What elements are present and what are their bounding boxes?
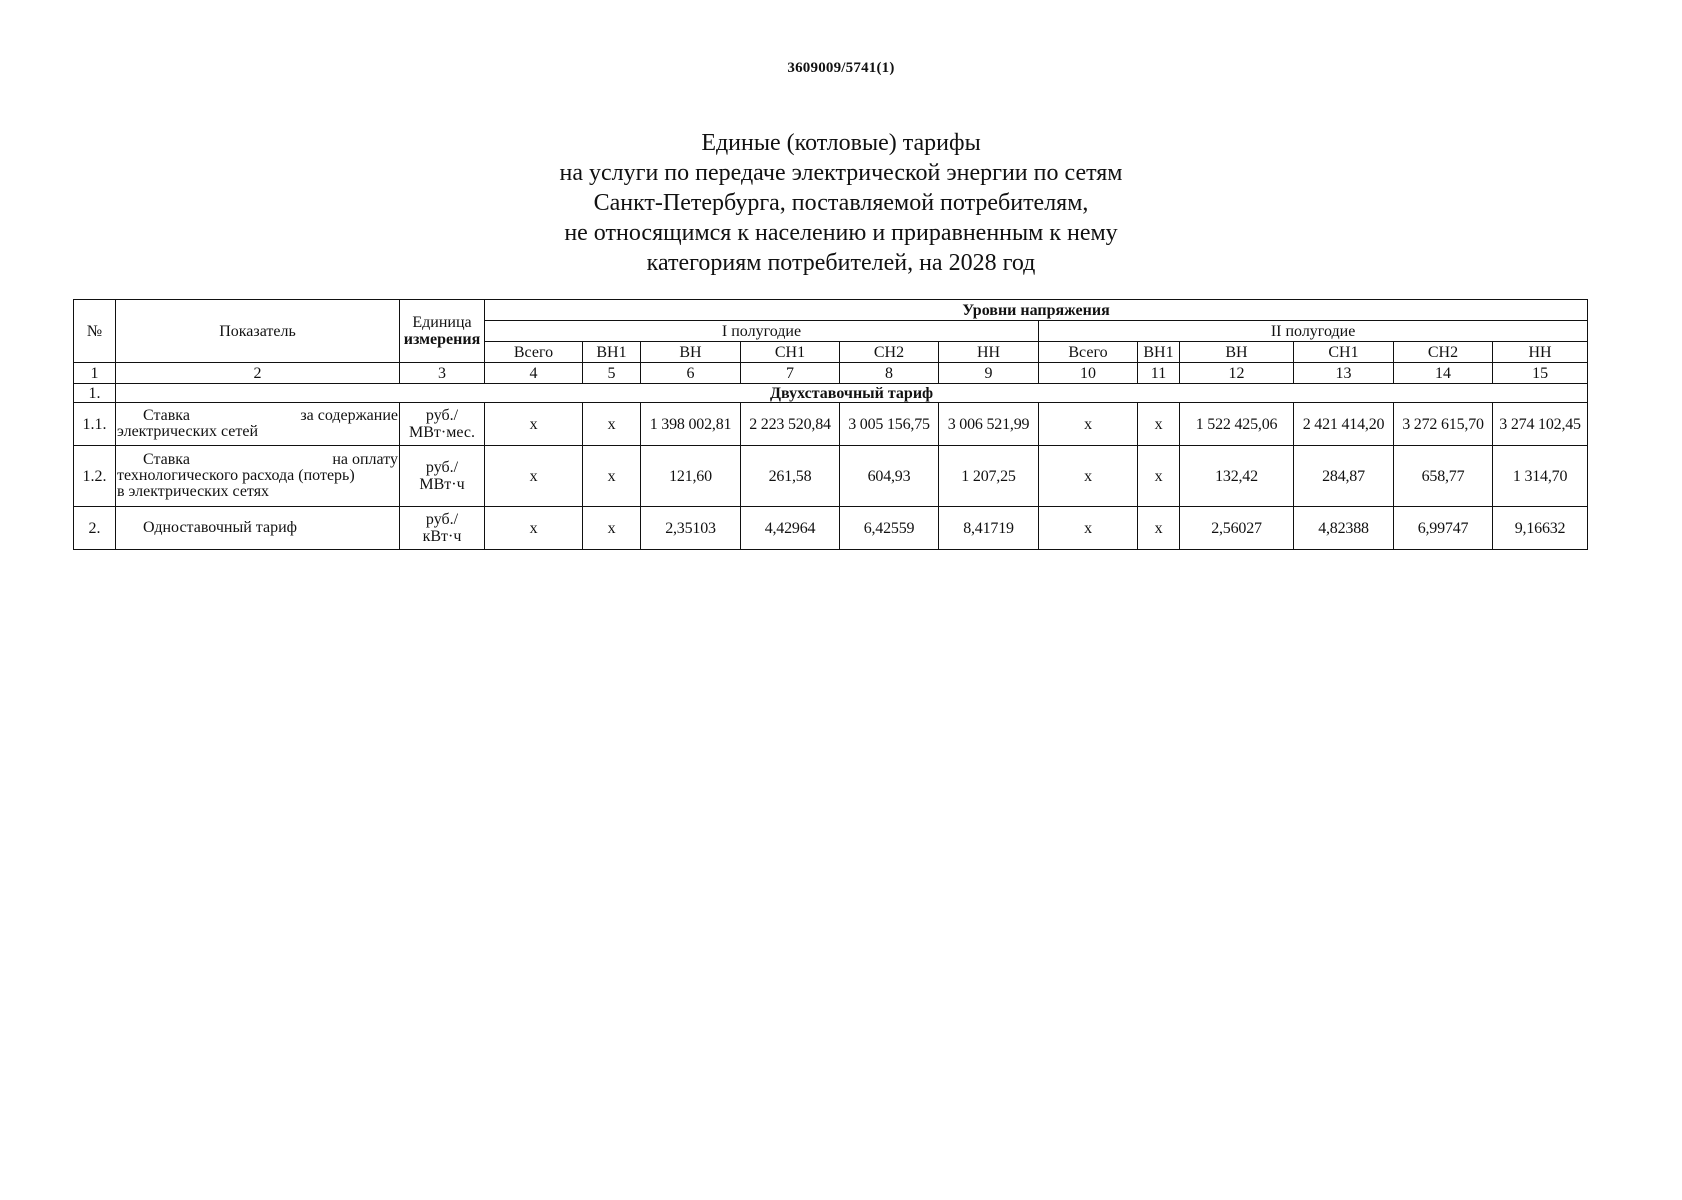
unit-line: руб./ xyxy=(425,511,459,528)
column-number: 10 xyxy=(1039,363,1138,384)
row-num: 1.1. xyxy=(74,403,116,446)
header-indicator: Показатель xyxy=(116,300,400,363)
header-subcolumn: СН2 xyxy=(1394,342,1493,363)
table-row xyxy=(74,507,1588,550)
header-subcolumn: ВН xyxy=(641,342,741,363)
header-subcolumn: Всего xyxy=(1039,342,1138,363)
value-cell: x xyxy=(1138,403,1180,446)
value-cell: 9,16632 xyxy=(1493,507,1588,550)
title-line: Единые (котловые) тарифы xyxy=(701,130,981,156)
indicator-line: в электрических сетях xyxy=(117,483,270,500)
tariff-table xyxy=(73,299,1588,550)
value-cell: 2 421 414,20 xyxy=(1294,403,1394,446)
header-subcolumn: СН1 xyxy=(1294,342,1394,363)
header-unit-line: измерения xyxy=(403,331,481,348)
header-subcolumn: Всего xyxy=(485,342,583,363)
header-half-1: I полугодие xyxy=(485,321,1039,342)
header-half-2: II полугодие xyxy=(1039,321,1588,342)
column-number-row xyxy=(74,363,1588,384)
value-cell: 1 314,70 xyxy=(1493,446,1588,507)
value-cell: x xyxy=(583,403,641,446)
value-cell: x xyxy=(485,446,583,507)
column-number: 11 xyxy=(1138,363,1180,384)
unit-line: руб./ xyxy=(425,407,459,424)
indicator-line xyxy=(117,452,398,468)
table-row xyxy=(74,446,1588,507)
header-unit xyxy=(400,300,485,363)
value-cell: 2,35103 xyxy=(641,507,741,550)
column-number: 7 xyxy=(741,363,840,384)
row-indicator xyxy=(116,403,400,446)
column-number: 5 xyxy=(583,363,641,384)
indicator-text: Ставка xyxy=(143,407,190,424)
value-cell: 2 223 520,84 xyxy=(741,403,840,446)
value-cell: 1 207,25 xyxy=(939,446,1039,507)
row-unit xyxy=(400,507,485,550)
column-number: 4 xyxy=(485,363,583,384)
title-line: не относящимся к населению и приравненным к нему xyxy=(564,220,1118,246)
value-cell: 3 272 615,70 xyxy=(1394,403,1493,446)
value-cell: 132,42 xyxy=(1180,446,1294,507)
value-cell: 6,42559 xyxy=(840,507,939,550)
document-number: 3609009/5741(1) xyxy=(787,60,895,76)
value-cell: 3 274 102,45 xyxy=(1493,403,1588,446)
value-cell: x xyxy=(583,507,641,550)
value-cell: x xyxy=(1039,507,1138,550)
row-unit xyxy=(400,446,485,507)
row-indicator xyxy=(116,446,400,507)
title-line: на услуги по передаче электрической энергии по сетям xyxy=(559,160,1123,186)
table-row xyxy=(74,403,1588,446)
value-cell: 261,58 xyxy=(741,446,840,507)
column-number: 6 xyxy=(641,363,741,384)
column-number: 9 xyxy=(939,363,1039,384)
value-cell: x xyxy=(583,446,641,507)
section-title: Двухставочный тариф xyxy=(116,384,1588,403)
header-subcolumn: СН2 xyxy=(840,342,939,363)
indicator-line: технологического расхода (потерь) xyxy=(117,467,355,484)
value-cell: 8,41719 xyxy=(939,507,1039,550)
title-line: Санкт-Петербурга, поставляемой потребителям, xyxy=(593,190,1089,216)
section-row xyxy=(74,384,1588,403)
column-number: 2 xyxy=(116,363,400,384)
indicator-text: Ставка xyxy=(143,451,190,468)
row-indicator xyxy=(116,507,400,550)
row-unit xyxy=(400,403,485,446)
document-title xyxy=(0,128,1682,278)
value-cell: 1 522 425,06 xyxy=(1180,403,1294,446)
value-cell: x xyxy=(1039,446,1138,507)
value-cell: 284,87 xyxy=(1294,446,1394,507)
header-subcolumn: ВН xyxy=(1180,342,1294,363)
value-cell: x xyxy=(1138,446,1180,507)
value-cell: x xyxy=(1039,403,1138,446)
value-cell: 6,99747 xyxy=(1394,507,1493,550)
value-cell: 3 005 156,75 xyxy=(840,403,939,446)
header-voltage-levels: Уровни напряжения xyxy=(485,300,1588,321)
column-number: 12 xyxy=(1180,363,1294,384)
unit-line: МВт·ч xyxy=(419,476,465,493)
value-cell: 121,60 xyxy=(641,446,741,507)
indicator-line: электрических сетей xyxy=(117,423,259,440)
value-cell: 658,77 xyxy=(1394,446,1493,507)
unit-line: МВт·мес. xyxy=(409,424,475,441)
value-cell: 3 006 521,99 xyxy=(939,403,1039,446)
value-cell: 4,42964 xyxy=(741,507,840,550)
value-cell: x xyxy=(1138,507,1180,550)
value-cell: 604,93 xyxy=(840,446,939,507)
header-subcolumn: ВН1 xyxy=(1138,342,1180,363)
column-number: 15 xyxy=(1493,363,1588,384)
column-number: 3 xyxy=(400,363,485,384)
column-number: 8 xyxy=(840,363,939,384)
value-cell: x xyxy=(485,507,583,550)
value-cell: x xyxy=(485,403,583,446)
indicator-text: на оплату xyxy=(332,451,398,468)
header-unit-line: Единица xyxy=(412,314,472,331)
header-row-levels xyxy=(74,300,1588,321)
row-num: 2. xyxy=(74,507,116,550)
column-number: 14 xyxy=(1394,363,1493,384)
header-num: № xyxy=(74,300,116,363)
indicator-line xyxy=(117,408,398,424)
value-cell: 1 398 002,81 xyxy=(641,403,741,446)
value-cell: 4,82388 xyxy=(1294,507,1394,550)
title-line: категориям потребителей, на 2028 год xyxy=(646,250,1036,276)
header-subcolumn: НН xyxy=(1493,342,1588,363)
header-subcolumn: НН xyxy=(939,342,1039,363)
indicator-text: за содержание xyxy=(300,407,398,424)
column-number: 13 xyxy=(1294,363,1394,384)
header-subcolumn: ВН1 xyxy=(583,342,641,363)
indicator-text: Одноставочный тариф xyxy=(143,519,298,536)
unit-line: кВт·ч xyxy=(422,528,462,545)
header-subcolumn: СН1 xyxy=(741,342,840,363)
column-number: 1 xyxy=(74,363,116,384)
unit-line: руб./ xyxy=(425,459,459,476)
value-cell: 2,56027 xyxy=(1180,507,1294,550)
row-num: 1.2. xyxy=(74,446,116,507)
section-num: 1. xyxy=(74,384,116,403)
